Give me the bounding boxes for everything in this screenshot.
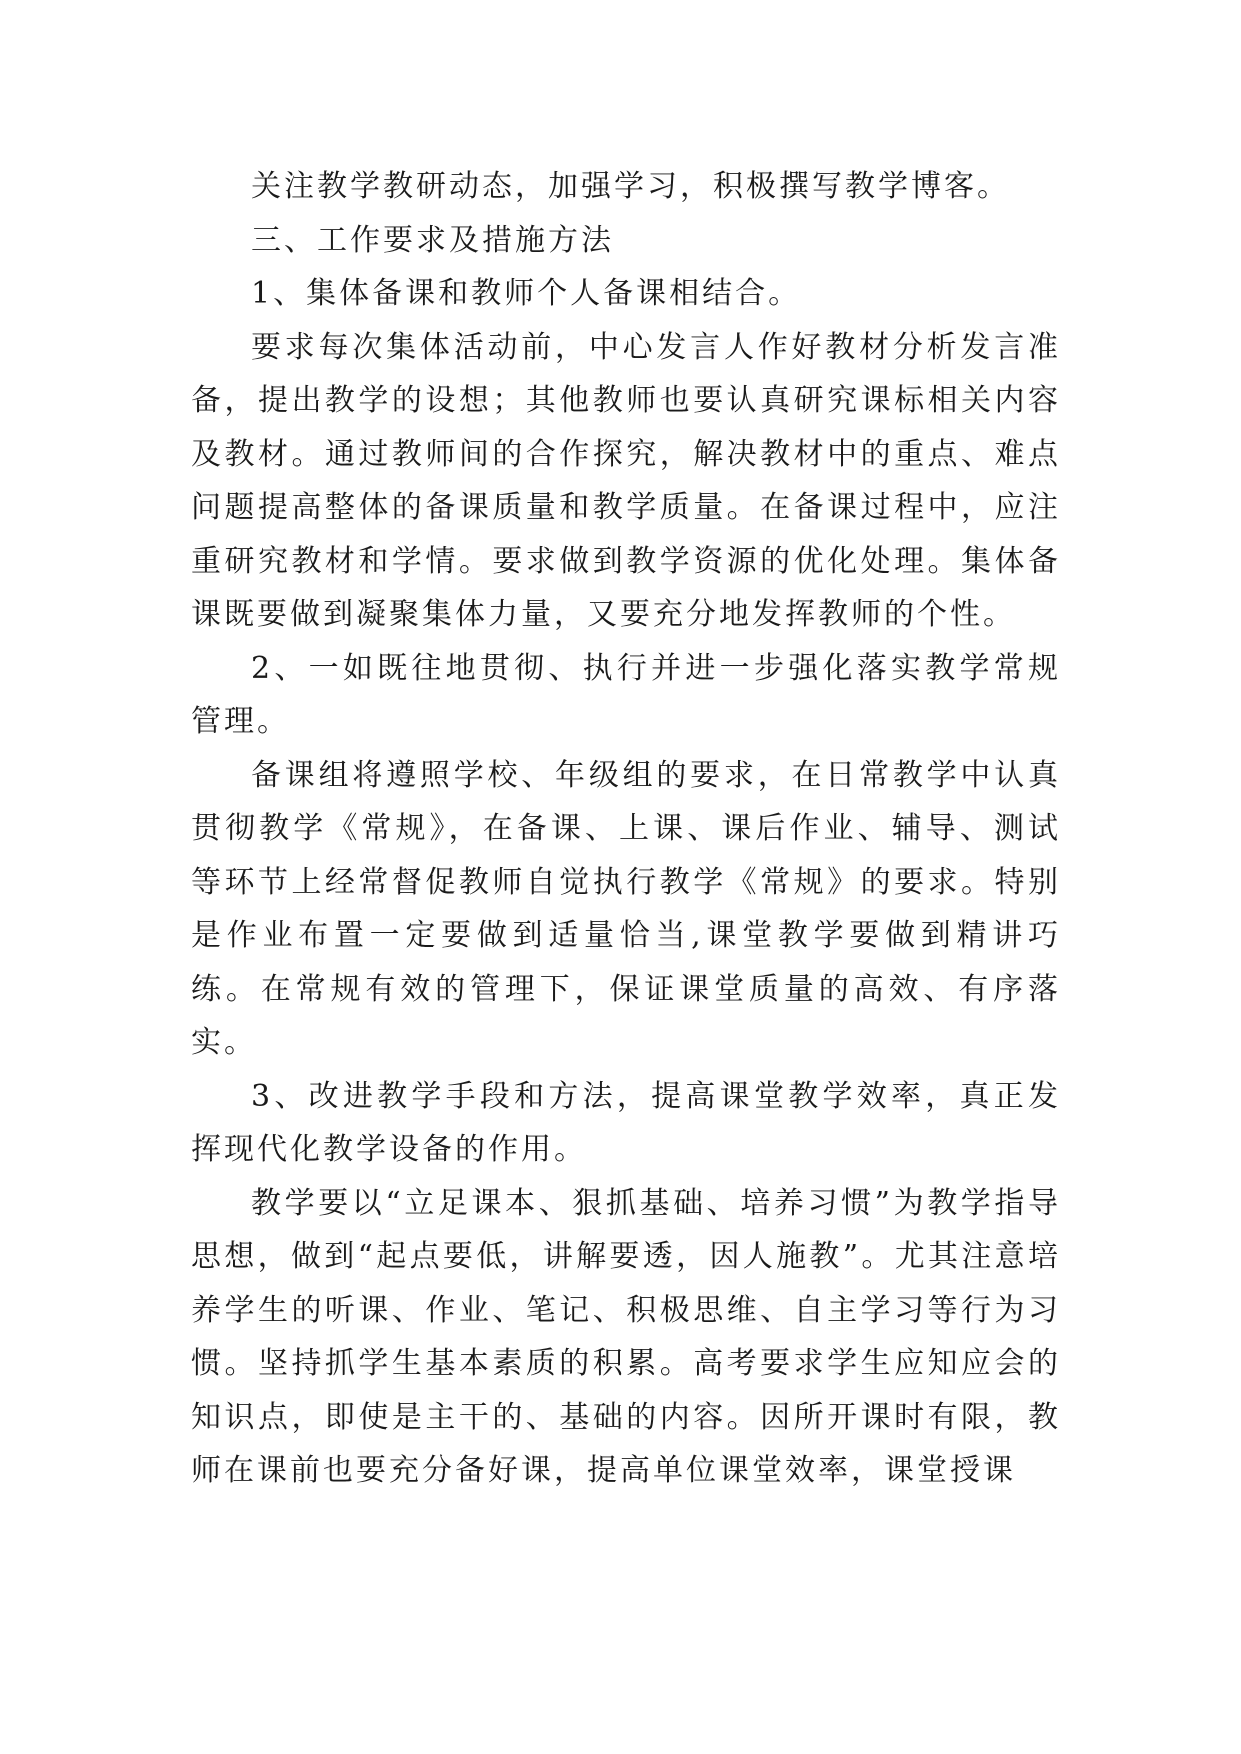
item-heading-3: 3、改进教学手段和方法，提高课堂教学效率，真正发挥现代化教学设备的作用。: [191, 1078, 1061, 1167]
paragraph-1: 关注教学教研动态，加强学习，积极撰写教学博客。: [251, 169, 1010, 204]
document-body: [191, 160, 1061, 1498]
paragraph-teaching-routine: 备课组将遵照学校、年级组的要求，在日常教学中认真贯彻教学《常规》，在备课、上课、课后作业、辅导、测试等环节上经常督促教师自觉执行教学《常规》的要求。特别是作业布置一定要做到适量恰当,课堂教学要做到精讲巧练。在常规有效的管理下，保证课堂质量的高效、有序落实。: [191, 757, 1061, 1060]
paragraph-teaching-methods: 教学要以“立足课本、狠抓基础、培养习惯”为教学指导思想，做到“起点要低，讲解要透，因人施教”。尤其注意培养学生的听课、作业、笔记、积极思维、自主学习等行为习惯。坚持抓学生基本素质的积累。高考要求学生应知应会的知识点，即使是主干的、基础的内容。因所开课时有限，教师在课前也要充分备好课，提高单位课堂效率，课堂授课: [191, 1185, 1061, 1488]
item-heading-1: 1、集体备课和教师个人备课相结合。: [251, 276, 802, 311]
section-heading-3: 三、工作要求及措施方法: [251, 222, 614, 258]
paragraph-collective-lesson-prep: 要求每次集体活动前，中心发言人作好教材分析发言准备，提出教学的设想；其他教师也要认真研究课标相关内容及教材。通过教师间的合作探究，解决教材中的重点、难点问题提高整体的备课质量和教学质量。在备课过程中，应注重研究教材和学情。要求做到教学资源的优化处理。集体备课既要做到凝聚集体力量，又要充分地发挥教师的个性。: [191, 329, 1061, 632]
item-heading-2: 2、一如既往地贯彻、执行并进一步强化落实教学常规管理。: [191, 650, 1061, 739]
